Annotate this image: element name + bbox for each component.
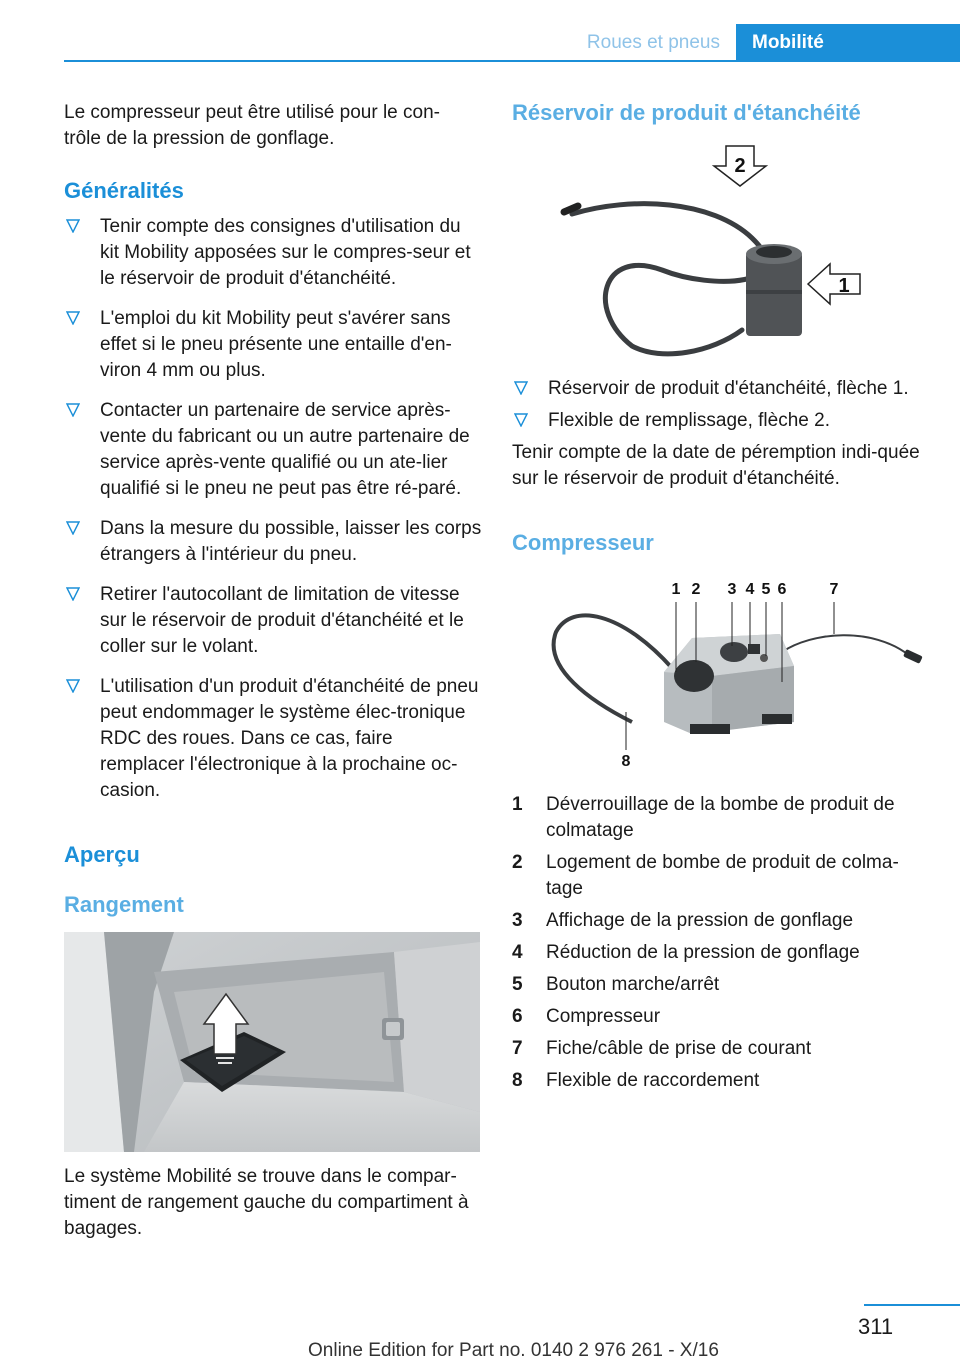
legend-number: 8 xyxy=(512,1070,523,1091)
legend-item xyxy=(512,850,932,902)
header-rule xyxy=(64,60,960,62)
callout-2: 2 xyxy=(691,581,701,598)
legend-text: Bouton marche/arrêt xyxy=(546,974,720,995)
compresseur-heading: Compresseur xyxy=(512,530,654,555)
generalites-heading: Généralités xyxy=(64,178,184,203)
legend-text: Fiche/câble de prise de courant xyxy=(546,1038,812,1059)
list-item-text: L'utilisation d'un produit d'étanchéité de pneu peut endommager le système élec-tronique RDC des roues. Dans ce cas, faire remplacer l'électronique à la prochaine oc-casion. xyxy=(100,676,479,801)
legend-text: Affichage de la pression de gonflage xyxy=(546,910,854,931)
reservoir-heading: Réservoir de produit d'étanchéité xyxy=(512,100,861,125)
callout-8: 8 xyxy=(621,753,631,770)
legend-item xyxy=(512,940,932,966)
legend-item xyxy=(512,908,932,934)
list-item xyxy=(512,376,932,402)
callout-4: 4 xyxy=(745,581,755,598)
reservoir-list xyxy=(512,376,932,434)
list-item xyxy=(64,306,482,384)
legend-number: 6 xyxy=(512,1006,523,1027)
header-chapter-tab: Mobilité xyxy=(736,24,960,62)
list-item-text: Retirer l'autocollant de limitation de vitesse sur le réservoir de produit d'étanchéité et le coller sur le volant. xyxy=(100,584,464,657)
list-item xyxy=(64,582,482,660)
list-item xyxy=(64,214,482,292)
compressor-image xyxy=(512,572,928,772)
triangle-bullet-icon xyxy=(66,521,80,535)
legend-text: Réduction de la pression de gonflage xyxy=(546,942,860,963)
list-item-text: Dans la mesure du possible, laisser les corps étrangers à l'intérieur du pneu. xyxy=(100,518,482,565)
list-item xyxy=(64,516,482,568)
reservoir-note: Tenir compte de la date de péremption indi-quée sur le réservoir de produit d'étanchéité. xyxy=(512,442,920,489)
compressor-legend xyxy=(512,792,932,1094)
list-item-text: Contacter un partenaire de service après-vente du fabricant ou un autre partenaire de service après-vente qualifié ou un ate-lier qualifié si le pneu ne peut pas être ré-paré. xyxy=(100,400,470,499)
callout-5: 5 xyxy=(761,581,771,598)
legend-number: 4 xyxy=(512,942,523,963)
legend-item xyxy=(512,1036,932,1062)
triangle-bullet-icon xyxy=(66,679,80,693)
page-number: 311 xyxy=(858,1314,894,1339)
triangle-bullet-icon xyxy=(514,413,528,427)
callout-7: 7 xyxy=(829,581,839,598)
right-column xyxy=(512,100,932,1100)
legend-item xyxy=(512,1004,932,1030)
callout-1: 1 xyxy=(671,581,681,598)
triangle-bullet-icon xyxy=(66,311,80,325)
apercu-heading: Aperçu xyxy=(64,842,140,867)
legend-number: 2 xyxy=(512,852,523,873)
storage-compartment-image xyxy=(64,932,480,1152)
triangle-bullet-icon xyxy=(66,403,80,417)
sealant-reservoir-image xyxy=(512,140,928,362)
list-item-text: Tenir compte des consignes d'utilisation du kit Mobility apposées sur le compres-seur et le réservoir de produit d'étanchéité. xyxy=(100,216,471,289)
triangle-bullet-icon xyxy=(66,587,80,601)
list-item xyxy=(64,674,482,804)
arrow-label-1: 1 xyxy=(838,275,850,297)
intro-paragraph: Le compresseur peut être utilisé pour le con-trôle de la pression de gonflage. xyxy=(64,102,440,149)
rangement-heading: Rangement xyxy=(64,892,184,917)
legend-text: Flexible de raccordement xyxy=(546,1070,760,1091)
legend-number: 1 xyxy=(512,794,523,815)
left-column xyxy=(64,100,482,1242)
arrow-label-2: 2 xyxy=(734,155,746,177)
legend-text: Déverrouillage de la bombe de produit de colmatage xyxy=(546,794,895,841)
legend-number: 5 xyxy=(512,974,523,995)
footer-rule xyxy=(864,1304,960,1306)
legend-number: 7 xyxy=(512,1038,523,1059)
legend-number: 3 xyxy=(512,910,523,931)
generalites-list xyxy=(64,214,482,804)
list-item xyxy=(64,398,482,502)
rangement-paragraph: Le système Mobilité se trouve dans le compar-timent de rangement gauche du compartiment à bagages. xyxy=(64,1166,469,1239)
callout-6: 6 xyxy=(777,581,787,598)
list-item-text: Flexible de remplissage, flèche 2. xyxy=(548,410,830,431)
legend-item xyxy=(512,792,932,844)
legend-text: Compresseur xyxy=(546,1006,661,1027)
legend-item xyxy=(512,1068,932,1094)
list-item xyxy=(512,408,932,434)
triangle-bullet-icon xyxy=(66,219,80,233)
legend-item xyxy=(512,972,932,998)
callout-3: 3 xyxy=(727,581,737,598)
triangle-bullet-icon xyxy=(514,381,528,395)
header-section-tab: Roues et pneus xyxy=(586,32,720,53)
legend-text: Logement de bombe de produit de colma-tage xyxy=(546,852,899,899)
list-item-text: L'emploi du kit Mobility peut s'avérer sans effet si le pneu présente une entaille d'en-viron 4 mm ou plus. xyxy=(100,308,452,381)
list-item-text: Réservoir de produit d'étanchéité, flèche 1. xyxy=(548,378,909,399)
edition-note: Online Edition for Part no. 0140 2 976 261 - X/16 xyxy=(308,1340,719,1361)
